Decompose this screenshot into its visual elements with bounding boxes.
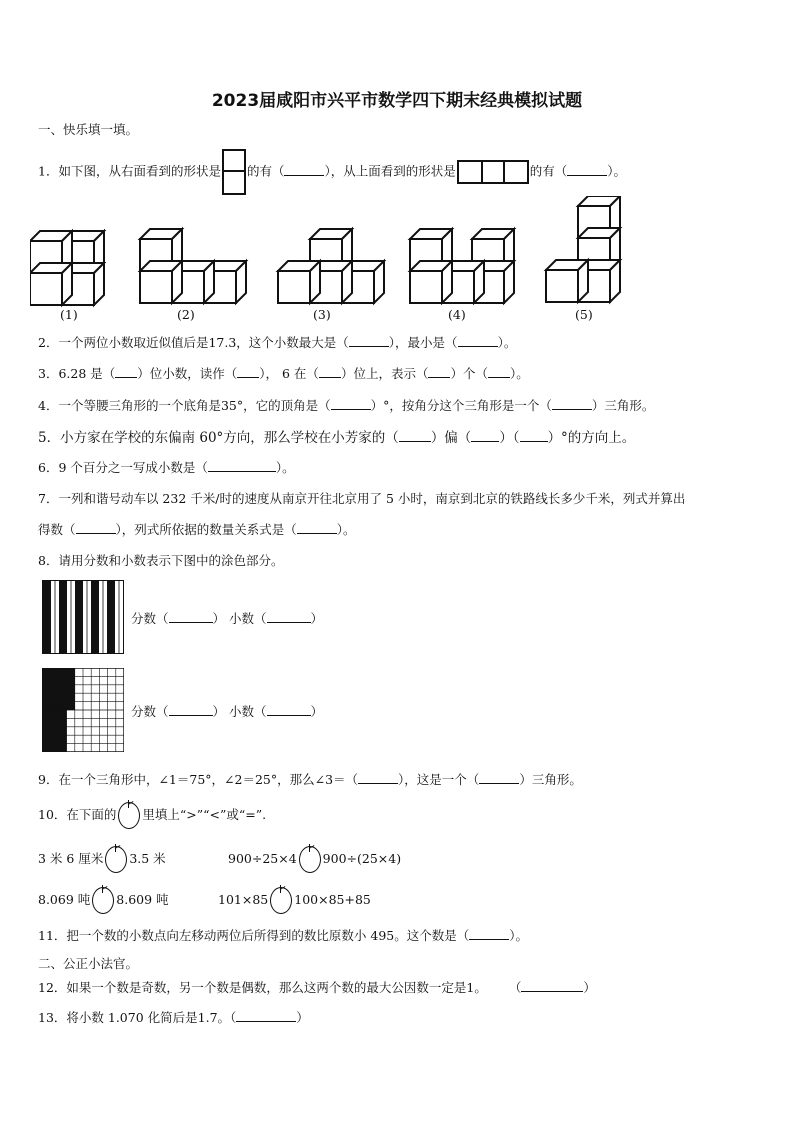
q5-text-a: 5．小方家在学校的东偏南 60°方向，那么学校在小芳家的（ — [38, 430, 399, 446]
blank[interactable] — [284, 163, 324, 176]
q3-text-e: ）个（ — [450, 366, 488, 381]
q12-text-b: （ — [508, 980, 522, 995]
blank[interactable] — [297, 521, 337, 534]
figure-1 — [30, 231, 104, 305]
figure-3 — [278, 229, 384, 303]
compare-right: 900÷(25×4) — [322, 851, 402, 866]
figure-label-2: (2) — [177, 307, 195, 322]
compare-right: 100×85+85 — [294, 892, 371, 907]
compare-circle[interactable] — [299, 846, 321, 873]
compare-right: 3.5 米 — [129, 851, 166, 866]
q13-text-a: 13．将小数 1.070 化简后是1.7。（ — [38, 1010, 237, 1025]
q2-text-c: ）。 — [497, 335, 517, 350]
compare-circle[interactable] — [105, 846, 127, 873]
blank[interactable] — [552, 397, 592, 410]
blank[interactable] — [520, 429, 548, 442]
question-4 — [38, 396, 654, 414]
q3-text-f: ）。 — [509, 366, 529, 381]
right-view-shape — [222, 149, 246, 195]
figure-5 — [546, 196, 620, 302]
q3-text-a: 3．6.28 是（ — [38, 366, 116, 381]
q7-text-c: ），列式所依据的数量关系式是（ — [115, 522, 297, 537]
compare-circle[interactable] — [92, 887, 114, 914]
compare-right: 8.609 吨 — [116, 892, 169, 907]
blank[interactable] — [471, 429, 499, 442]
q1-text-a: 1．如下图，从右面看到的形状是 — [38, 163, 221, 179]
fraction-label: 分数（ — [131, 704, 169, 719]
q1-text-e: ）。 — [607, 163, 627, 179]
compare-left: 3 米 6 厘米 — [38, 851, 104, 866]
question-13 — [38, 1008, 309, 1026]
blank[interactable] — [331, 397, 371, 410]
blank[interactable] — [567, 163, 607, 176]
blank[interactable] — [208, 459, 276, 472]
blank[interactable] — [399, 429, 431, 442]
blank[interactable] — [488, 365, 510, 378]
section-1-heading: 一、快乐填一填。 — [38, 122, 139, 137]
blank[interactable] — [115, 365, 137, 378]
q12-text-c: ） — [583, 980, 596, 995]
blank[interactable] — [169, 610, 213, 623]
q10-text-b: 里填上“>”“<”或“=”. — [142, 807, 267, 822]
figure-label-5: (5) — [575, 307, 593, 322]
q7-text-d: ）。 — [336, 522, 356, 537]
q5-text-c: ）（ — [499, 430, 520, 446]
question-10 — [38, 802, 266, 829]
q11-text-a: 11．把一个数的小数点向左移动两位后所得到的数比原数小 495。这个数是（ — [38, 928, 470, 943]
blank[interactable] — [267, 703, 311, 716]
q9-text-b: ），这是一个（ — [398, 772, 480, 787]
striped-figure — [42, 580, 124, 654]
question-7-line-1: 7．一列和谐号动车以 232 千米/时的速度从南京开往北京用了 5 小时，南京到北京的铁路线长多少千米，列式并算出 — [38, 491, 686, 506]
q8-answer-row-2 — [131, 702, 323, 720]
blank[interactable] — [469, 927, 509, 940]
close-paren: ） — [310, 611, 324, 626]
blank[interactable] — [319, 365, 341, 378]
q3-text-b: ）位小数，读作（ — [137, 366, 238, 381]
q9-text-a: 9．在一个三角形中，∠1＝75°，∠2＝25°，那么∠3＝（ — [38, 772, 359, 787]
compare-left: 101×85 — [218, 892, 269, 907]
q10-row-2-right — [218, 887, 371, 914]
apple-circle-icon — [118, 802, 140, 829]
blank[interactable] — [349, 334, 389, 347]
blank[interactable] — [237, 365, 259, 378]
q10-text-a: 10．在下面的 — [38, 807, 117, 822]
blank[interactable] — [169, 703, 213, 716]
q9-text-c: ）三角形。 — [519, 772, 582, 787]
question-8: 8．请用分数和小数表示下图中的涂色部分。 — [38, 553, 284, 568]
q1-text-b: 的有（ — [246, 163, 285, 179]
section-2-heading: 二、公正小法官。 — [38, 956, 139, 971]
q5-text-b: ）偏（ — [430, 430, 472, 446]
q11-text-b: ）。 — [509, 928, 529, 943]
q4-text-c: ）三角形。 — [591, 398, 655, 413]
fraction-label: 分数（ — [131, 611, 169, 626]
figure-label-1: (1) — [60, 307, 78, 322]
q3-text-d: ）位上，表示（ — [340, 366, 429, 381]
q2-text-a: 2．一个两位小数取近似值后是17.3，这个小数最大是（ — [38, 335, 349, 350]
figure-4 — [410, 229, 514, 303]
question-5 — [38, 426, 635, 446]
compare-circle[interactable] — [270, 887, 292, 914]
q8-answer-row-1 — [131, 609, 323, 627]
q1-text-c: ），从上面看到的形状是 — [324, 163, 456, 179]
compare-left: 8.069 吨 — [38, 892, 91, 907]
blank[interactable] — [76, 521, 116, 534]
q10-row-1-right — [228, 846, 401, 873]
q10-row-1-left — [38, 846, 166, 873]
question-12 — [38, 978, 596, 996]
page-title: 2023届咸阳市兴平市数学四下期末经典模拟试题 — [211, 91, 583, 111]
q5-text-d: ）°的方向上。 — [547, 430, 636, 446]
q1-text-d: 的有（ — [529, 163, 568, 179]
blank[interactable] — [458, 334, 498, 347]
question-1 — [38, 160, 626, 184]
figure-2 — [140, 229, 246, 303]
question-3 — [38, 364, 529, 382]
decimal-label: ） 小数（ — [212, 704, 267, 719]
blank[interactable] — [358, 771, 398, 784]
q13-text-b: ） — [296, 1010, 309, 1025]
grid-figure — [42, 668, 124, 752]
q4-text-a: 4．一个等腰三角形的一个底角是35°，它的顶角是（ — [38, 398, 331, 413]
blank[interactable] — [267, 610, 311, 623]
q2-text-b: ），最小是（ — [388, 335, 458, 350]
q4-text-b: ）°，按角分这个三角形是一个（ — [370, 398, 552, 413]
question-11 — [38, 926, 528, 944]
q6-text-a: 6．9 个百分之一写成小数是（ — [38, 460, 208, 475]
question-2 — [38, 333, 516, 351]
q10-row-2-left — [38, 887, 169, 914]
blank[interactable] — [479, 771, 519, 784]
q6-text-b: ）。 — [275, 460, 295, 475]
q12-text-a: 12．如果一个数是奇数，另一个数是偶数，那么这两个数的最大公因数一定是1。 — [38, 980, 487, 995]
compare-left: 900÷25×4 — [228, 851, 297, 866]
blank[interactable] — [521, 979, 583, 992]
q7-text-b: 得数（ — [38, 522, 76, 537]
top-view-shape — [457, 160, 529, 184]
blank[interactable] — [428, 365, 450, 378]
question-6 — [38, 458, 295, 476]
figure-label-4: (4) — [448, 307, 466, 322]
question-9 — [38, 770, 582, 788]
decimal-label: ） 小数（ — [212, 611, 267, 626]
question-7-line-2 — [38, 520, 356, 538]
q3-text-c: ）， 6 在（ — [259, 366, 319, 381]
figure-label-3: (3) — [313, 307, 331, 322]
blank[interactable] — [236, 1009, 296, 1022]
close-paren: ） — [310, 704, 324, 719]
